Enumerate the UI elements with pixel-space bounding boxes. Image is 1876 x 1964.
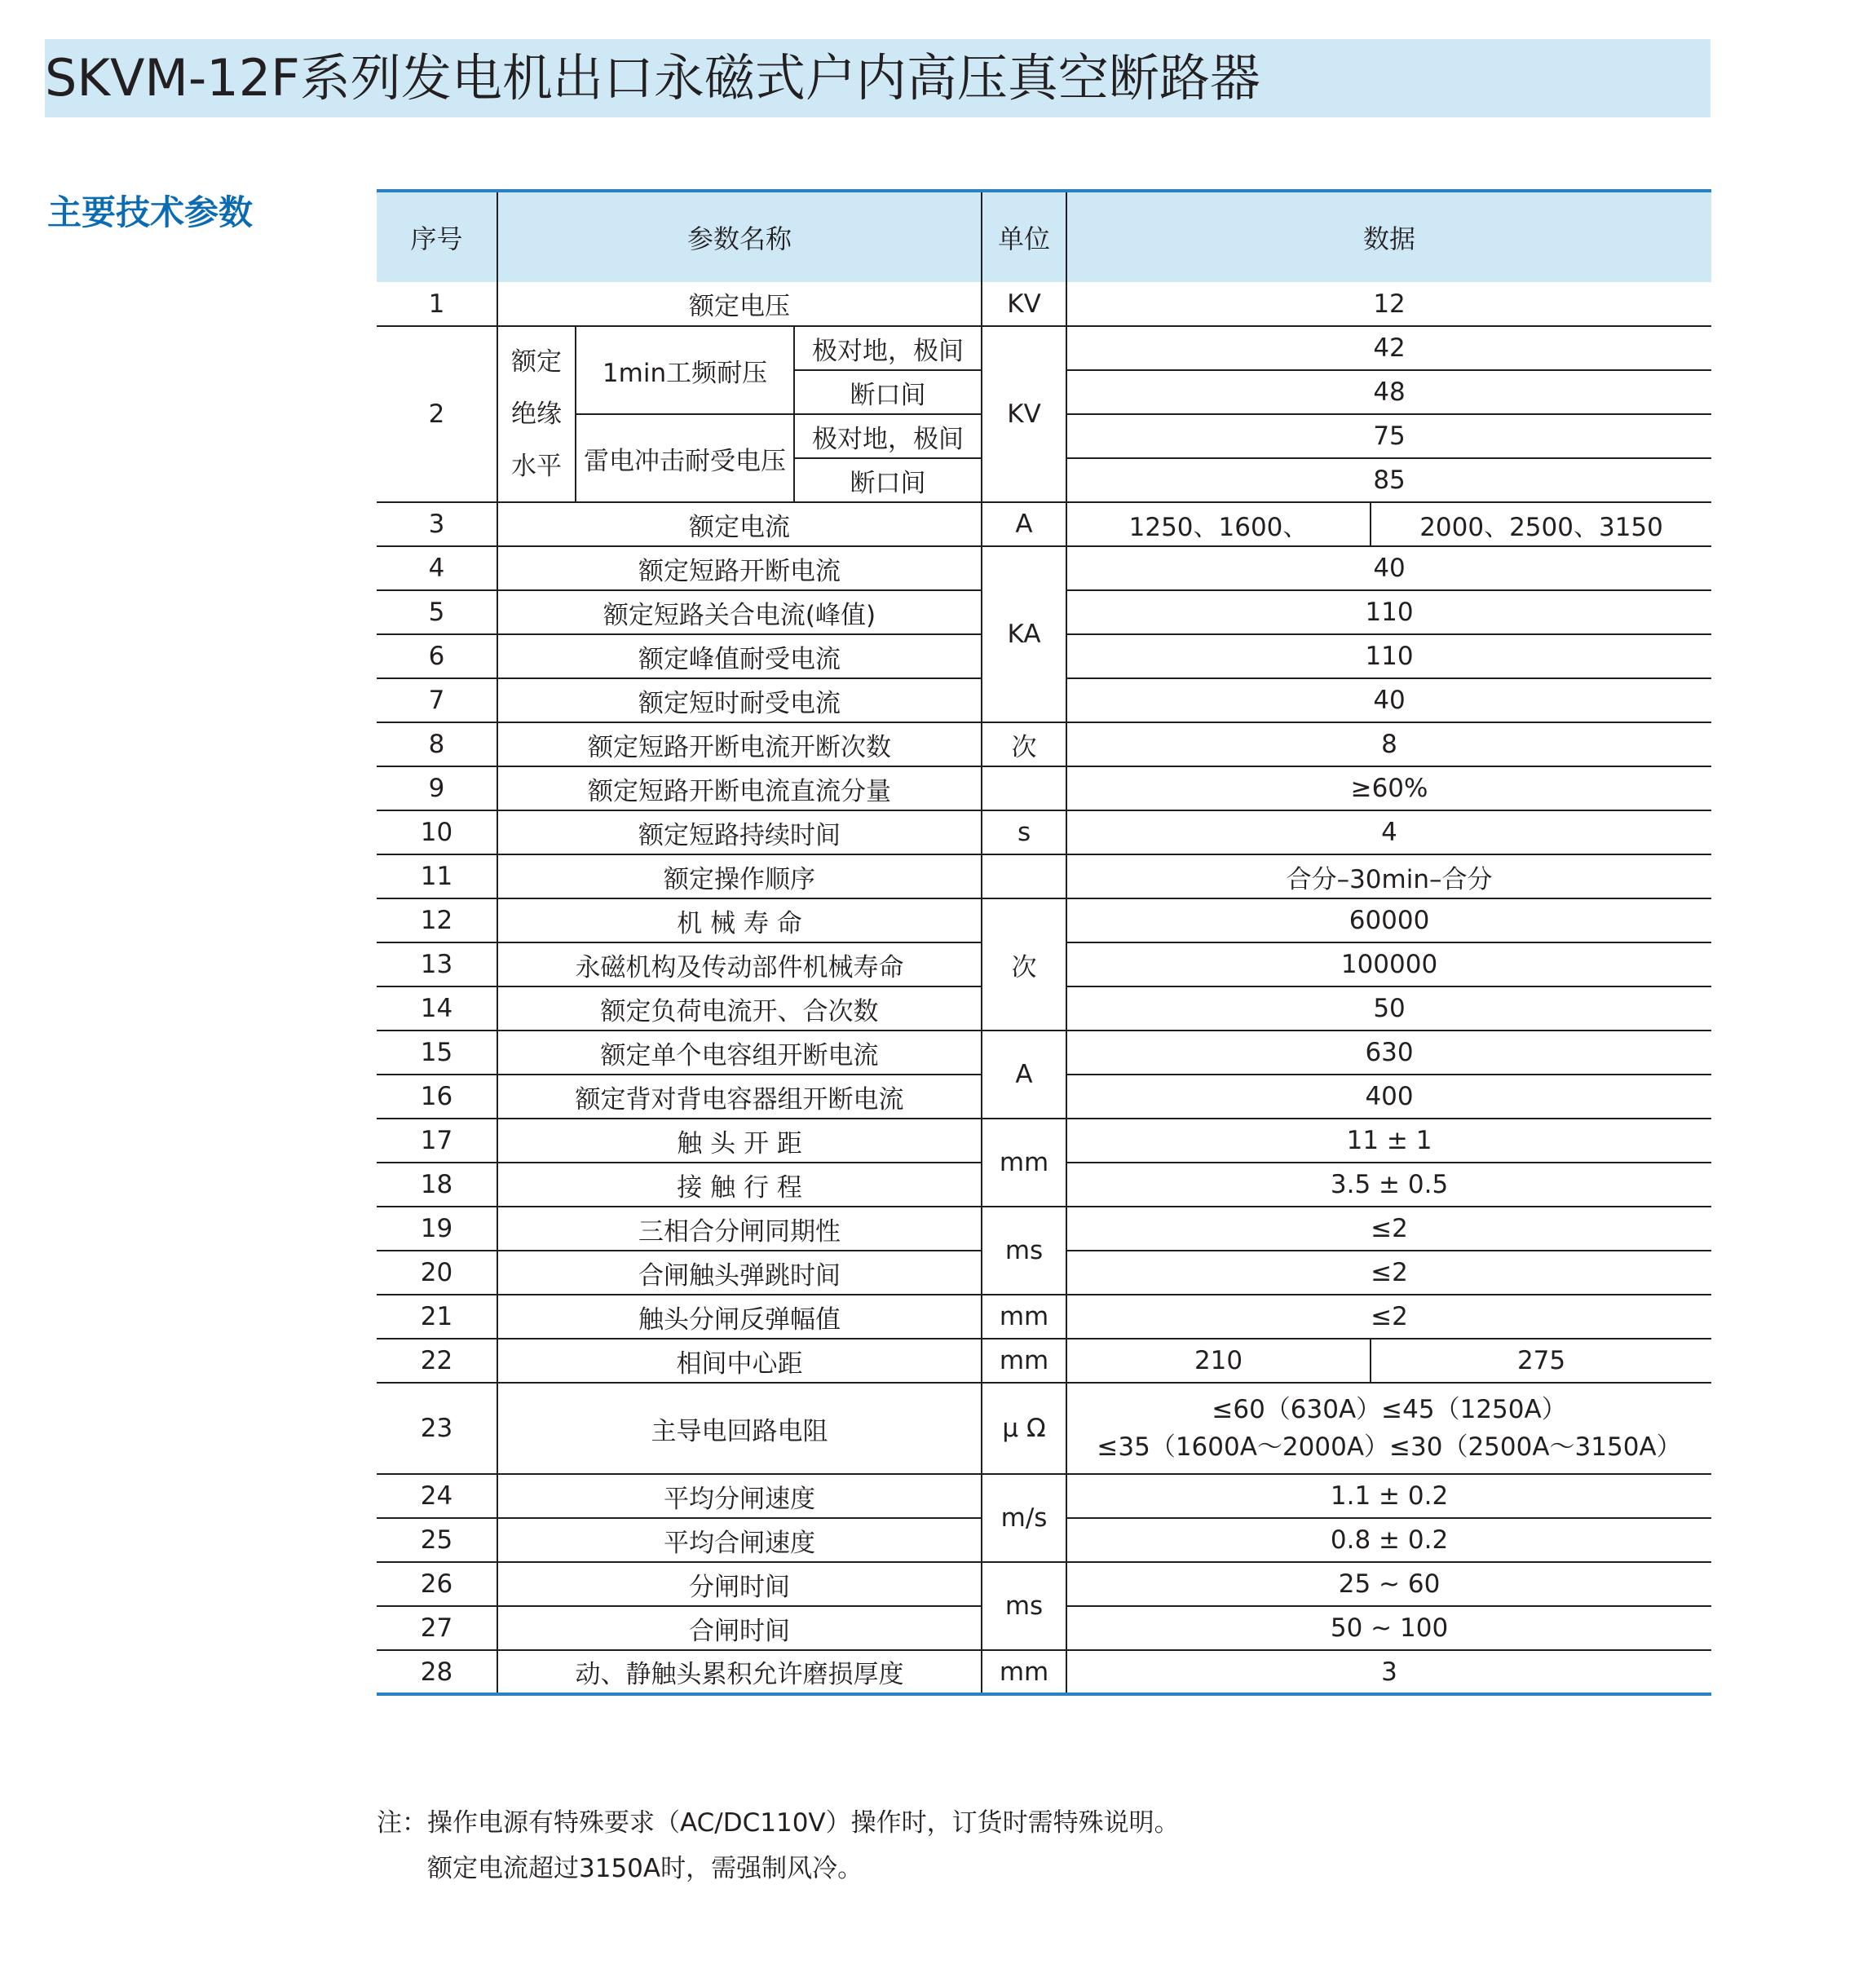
row-name: 三相合分闸同期性 — [497, 1207, 982, 1251]
row-value: 40 — [1066, 678, 1711, 722]
header-no: 序号 — [377, 191, 497, 282]
row-value: 11 ± 1 — [1066, 1119, 1711, 1163]
resistance-line: ≤60（630A）≤45（1250A） — [1212, 1395, 1567, 1424]
row-no: 4 — [377, 546, 497, 590]
row-unit: KA — [982, 546, 1066, 722]
row-no: 26 — [377, 1562, 497, 1606]
row-name: 额定单个电容组开断电流 — [497, 1031, 982, 1075]
row-no: 6 — [377, 634, 497, 678]
notes — [377, 1800, 1180, 1891]
table-row — [377, 1207, 1711, 1251]
power-frequency-label: 1min工频耐压 — [576, 326, 794, 414]
row-name: 永磁机构及传动部件机械寿命 — [497, 942, 982, 986]
row-name: 额定短路开断电流直流分量 — [497, 766, 982, 810]
row-unit: KV — [982, 282, 1066, 326]
row-no: 12 — [377, 898, 497, 942]
row-value: 25 ~ 60 — [1066, 1562, 1711, 1606]
table-row — [377, 1339, 1711, 1383]
row-unit: μ Ω — [982, 1383, 1066, 1474]
row-unit: ms — [982, 1207, 1066, 1295]
row-unit — [982, 854, 1066, 898]
row-unit: 次 — [982, 898, 1066, 1031]
row-name: 分闸时间 — [497, 1562, 982, 1606]
row-name: 触 头 开 距 — [497, 1119, 982, 1163]
condition-label: 极对地，极间 — [794, 326, 982, 370]
row-value: 12 — [1066, 282, 1711, 326]
page-title: SKVM-12F系列发电机出口永磁式户内高压真空断路器 — [45, 48, 1260, 108]
row-no: 27 — [377, 1606, 497, 1650]
row-name: 额定峰值耐受电流 — [497, 634, 982, 678]
row-value: 110 — [1066, 634, 1711, 678]
row-unit: mm — [982, 1119, 1066, 1207]
row-value — [1066, 1383, 1711, 1474]
table-row — [377, 1650, 1711, 1694]
row-no: 15 — [377, 1031, 497, 1075]
row-value: 75 — [1066, 414, 1711, 458]
row-no: 24 — [377, 1474, 497, 1518]
row-no: 21 — [377, 1295, 497, 1339]
row-value: 3 — [1066, 1650, 1711, 1694]
row-value: 50 — [1066, 986, 1711, 1031]
row-unit: mm — [982, 1339, 1066, 1383]
table-row — [377, 282, 1711, 326]
table-row — [377, 1383, 1711, 1474]
table-row — [377, 766, 1711, 810]
row-no: 9 — [377, 766, 497, 810]
row-name: 动、静触头累积允许磨损厚度 — [497, 1650, 982, 1694]
row-name: 接 触 行 程 — [497, 1163, 982, 1207]
row-no: 11 — [377, 854, 497, 898]
row-no: 28 — [377, 1650, 497, 1694]
row-value: 48 — [1066, 370, 1711, 414]
row-name: 额定短路持续时间 — [497, 810, 982, 854]
row-no: 13 — [377, 942, 497, 986]
row-name: 主导电回路电阻 — [497, 1383, 982, 1474]
condition-label: 断口间 — [794, 370, 982, 414]
lightning-impulse-label: 雷电冲击耐受电压 — [576, 414, 794, 502]
section-title: 主要技术参数 — [47, 192, 254, 232]
note-line: 额定电流超过3150A时，需强制风冷。 — [427, 1854, 863, 1883]
row-value: ≤2 — [1066, 1295, 1711, 1339]
insulation-group-label — [497, 326, 576, 502]
table-header-row — [377, 191, 1711, 282]
row-value: 85 — [1066, 458, 1711, 502]
row-name: 平均合闸速度 — [497, 1518, 982, 1562]
row-name: 额定背对背电容器组开断电流 — [497, 1075, 982, 1119]
row-name: 合闸时间 — [497, 1606, 982, 1650]
row-value: 40 — [1066, 546, 1711, 590]
row-no: 23 — [377, 1383, 497, 1474]
row-value: 60000 — [1066, 898, 1711, 942]
row-value: 100000 — [1066, 942, 1711, 986]
table-row — [377, 722, 1711, 766]
row-name: 触头分闸反弹幅值 — [497, 1295, 982, 1339]
row-name: 额定电压 — [497, 282, 982, 326]
title-bar — [45, 39, 1710, 117]
table-row — [377, 810, 1711, 854]
row-unit: A — [982, 502, 1066, 546]
group-line: 额定 — [511, 347, 562, 377]
row-unit: 次 — [982, 722, 1066, 766]
row-unit: mm — [982, 1650, 1066, 1694]
table-row — [377, 1295, 1711, 1339]
row-unit: A — [982, 1031, 1066, 1119]
row-no: 5 — [377, 590, 497, 634]
row-name: 额定电流 — [497, 502, 982, 546]
row-unit: ms — [982, 1562, 1066, 1650]
row-value: 3.5 ± 0.5 — [1066, 1163, 1711, 1207]
row-value-b: 275 — [1371, 1339, 1711, 1383]
row-no: 25 — [377, 1518, 497, 1562]
row-value: ≥60% — [1066, 766, 1711, 810]
table-row — [377, 502, 1711, 546]
row-unit: mm — [982, 1295, 1066, 1339]
row-unit: m/s — [982, 1474, 1066, 1562]
row-name: 额定短路开断电流 — [497, 546, 982, 590]
row-value: ≤2 — [1066, 1207, 1711, 1251]
row-no: 14 — [377, 986, 497, 1031]
row-no: 22 — [377, 1339, 497, 1383]
row-no: 20 — [377, 1251, 497, 1295]
row-name: 额定短时耐受电流 — [497, 678, 982, 722]
row-no: 8 — [377, 722, 497, 766]
row-value: 50 ~ 100 — [1066, 1606, 1711, 1650]
row-value: 0.8 ± 0.2 — [1066, 1518, 1711, 1562]
header-unit: 单位 — [982, 191, 1066, 282]
row-name: 额定操作顺序 — [497, 854, 982, 898]
row-value: ≤2 — [1066, 1251, 1711, 1295]
header-name: 参数名称 — [497, 191, 982, 282]
row-name: 相间中心距 — [497, 1339, 982, 1383]
row-name: 平均分闸速度 — [497, 1474, 982, 1518]
row-value: 4 — [1066, 810, 1711, 854]
row-no: 10 — [377, 810, 497, 854]
row-no: 7 — [377, 678, 497, 722]
row-value: 110 — [1066, 590, 1711, 634]
row-value-b: 2000、2500、3150 — [1371, 502, 1711, 546]
row-no: 16 — [377, 1075, 497, 1119]
row-name: 机 械 寿 命 — [497, 898, 982, 942]
row-no: 2 — [377, 326, 497, 502]
row-unit: KV — [982, 326, 1066, 502]
row-unit: s — [982, 810, 1066, 854]
table-row — [377, 1474, 1711, 1518]
condition-label: 断口间 — [794, 458, 982, 502]
row-value: 400 — [1066, 1075, 1711, 1119]
row-value: 630 — [1066, 1031, 1711, 1075]
condition-label: 极对地，极间 — [794, 414, 982, 458]
row-name: 额定负荷电流开、合次数 — [497, 986, 982, 1031]
note-line: 注：操作电源有特殊要求（AC/DC110V）操作时，订货时需特殊说明。 — [377, 1808, 1180, 1838]
row-value: 1.1 ± 0.2 — [1066, 1474, 1711, 1518]
table-row — [377, 854, 1711, 898]
row-name: 合闸触头弹跳时间 — [497, 1251, 982, 1295]
row-no: 19 — [377, 1207, 497, 1251]
row-name: 额定短路开断电流开断次数 — [497, 722, 982, 766]
row-no: 17 — [377, 1119, 497, 1163]
table-row — [377, 546, 1711, 590]
table-row — [377, 1119, 1711, 1163]
row-unit — [982, 766, 1066, 810]
row-value: 合分–30min–合分 — [1066, 854, 1711, 898]
table-row — [377, 1031, 1711, 1075]
header-data: 数据 — [1066, 191, 1711, 282]
row-value: 8 — [1066, 722, 1711, 766]
row-value-a: 1250、1600、 — [1066, 502, 1371, 546]
row-no: 18 — [377, 1163, 497, 1207]
spec-table — [377, 189, 1711, 1696]
group-line: 水平 — [511, 452, 562, 481]
row-name: 额定短路关合电流(峰值) — [497, 590, 982, 634]
row-no: 1 — [377, 282, 497, 326]
table-row — [377, 326, 1711, 370]
group-line: 绝缘 — [511, 399, 562, 429]
table-row — [377, 898, 1711, 942]
row-value: 42 — [1066, 326, 1711, 370]
row-no: 3 — [377, 502, 497, 546]
row-value-a: 210 — [1066, 1339, 1371, 1383]
resistance-line: ≤35（1600A～2000A）≤30（2500A～3150A） — [1097, 1432, 1682, 1462]
table-row — [377, 1562, 1711, 1606]
